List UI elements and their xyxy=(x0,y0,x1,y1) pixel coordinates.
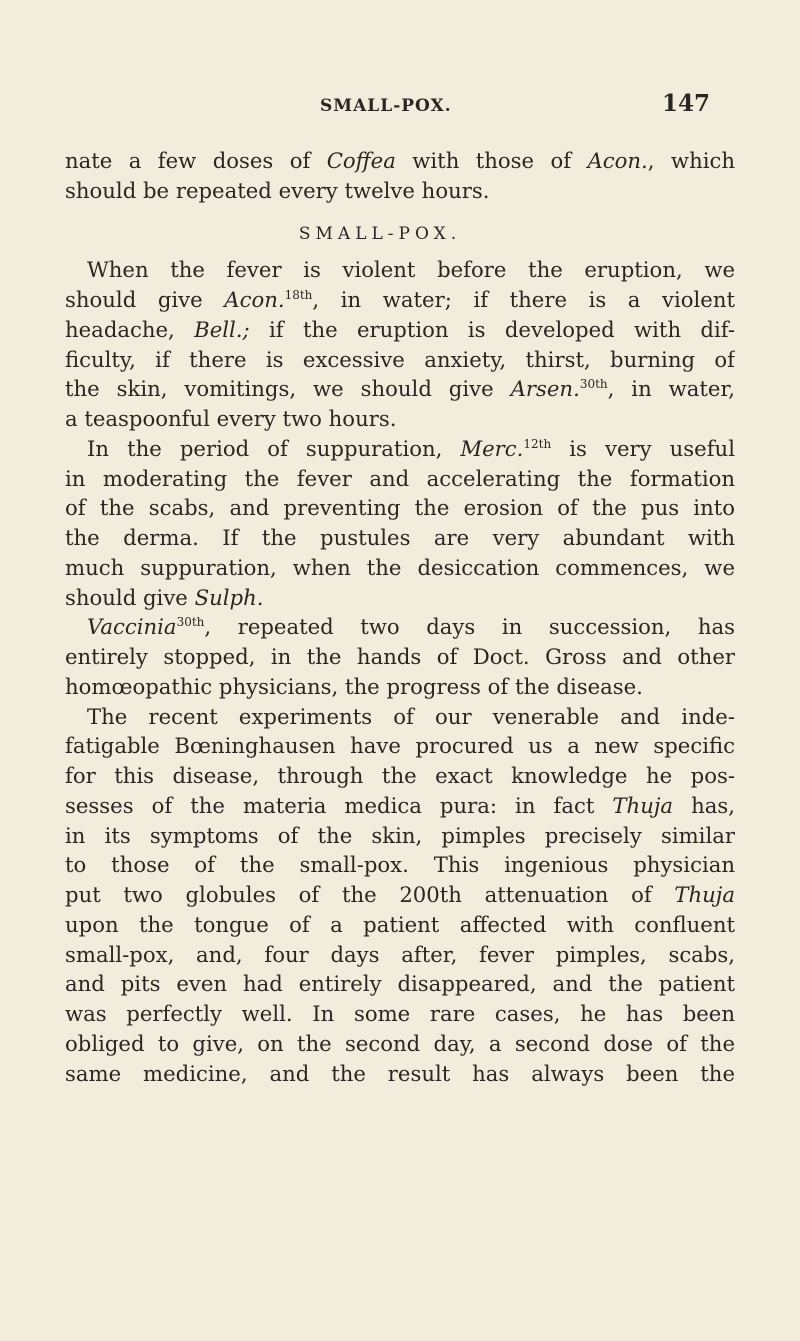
text-line: obliged to give, on the second day, a second dose of the xyxy=(65,1030,735,1056)
remedy-name: Acon. xyxy=(224,287,285,312)
potency: 18th xyxy=(284,288,313,302)
page-number: 147 xyxy=(661,90,710,117)
text-line: put two globules of the 200th attenuation of Thuja xyxy=(65,882,735,907)
text-line: to those of the small-pox. This ingenious physician xyxy=(65,852,735,878)
text-line: In the period of suppuration, Merc.$^{12th}$ is very useful xyxy=(87,435,735,461)
text-line: small-pox, and, four days after, fever pimples, scabs, xyxy=(65,941,735,967)
text-line: for this disease, through the exact knowledge he pos- xyxy=(65,763,735,788)
potency: 30th xyxy=(579,377,608,392)
text-line: should give Acon.$^{18th}$, in water; if there is a violent xyxy=(65,287,735,312)
text-line: should be repeated every twelve hours. xyxy=(65,177,490,203)
text-line: The recent experiments of our venerable and inde- xyxy=(87,703,735,729)
text-line: should give Sulph. xyxy=(65,584,264,610)
text-line: headache, Bell.; if the eruption is developed with dif- xyxy=(65,316,735,342)
running-title: SMALL-POX. xyxy=(320,96,452,116)
remedy-name: Arsen. xyxy=(510,376,580,402)
text-line: fatigable Bœninghausen have procured us a new specific xyxy=(65,733,735,759)
remedy-name: Merc. xyxy=(460,435,524,461)
text-line: same medicine, and the result has always been the xyxy=(65,1060,735,1086)
text-line: homœopathic physicians, the progress of the disease. xyxy=(65,673,643,699)
text-line: the skin, vomitings, we should give Arsen.$^{30th}$, in water, xyxy=(65,376,735,402)
potency: 30th xyxy=(176,615,205,630)
text-line: of the scabs, and preventing the erosion of the pus into xyxy=(65,495,735,521)
text-line: in its symptoms of the skin, pimples precisely similar xyxy=(65,822,735,848)
remedy-name: Sulph. xyxy=(194,584,264,610)
text-line: entirely stopped, in the hands of Doct. Gross and other xyxy=(65,644,735,669)
text-line: was perfectly well. In some rare cases, he has been xyxy=(65,1001,735,1026)
text-line: the derma. If the pustules are very abundant with xyxy=(65,525,735,550)
text-line: When the fever is violent before the eruption, we xyxy=(87,257,735,283)
text-line: Vaccinia$^{30th}$, repeated two days in succession, has xyxy=(87,614,735,640)
remedy-name: Thuja xyxy=(612,792,674,818)
text-line: nate a few doses of Coffea with those of Acon., which xyxy=(65,148,735,173)
remedy-name: Thuja xyxy=(674,882,735,907)
body-text xyxy=(65,146,735,1088)
text-line: a teaspoonful every two hours. xyxy=(65,406,397,431)
running-head xyxy=(68,90,710,120)
text-line: upon the tongue of a patient affected with confluent xyxy=(65,911,735,937)
text-line: sesses of the materia medica pura: in fact Thuja has, xyxy=(65,792,735,818)
remedy-name: Acon. xyxy=(587,148,648,173)
text-line: much suppuration, when the desiccation commences, we xyxy=(65,554,735,580)
text-line: ficulty, if there is excessive anxiety, thirst, burning of xyxy=(65,346,735,372)
remedy-name: Vaccinia xyxy=(87,614,177,640)
text-line: in moderating the fever and accelerating the formation xyxy=(65,465,735,491)
text-line: and pits even had entirely disappeared, and the patient xyxy=(65,971,735,997)
potency: 12th xyxy=(523,436,552,451)
remedy-name: Coffea xyxy=(326,148,396,173)
remedy-name: Bell.; xyxy=(194,316,250,342)
section-heading: SMALL-POX. xyxy=(298,223,462,244)
